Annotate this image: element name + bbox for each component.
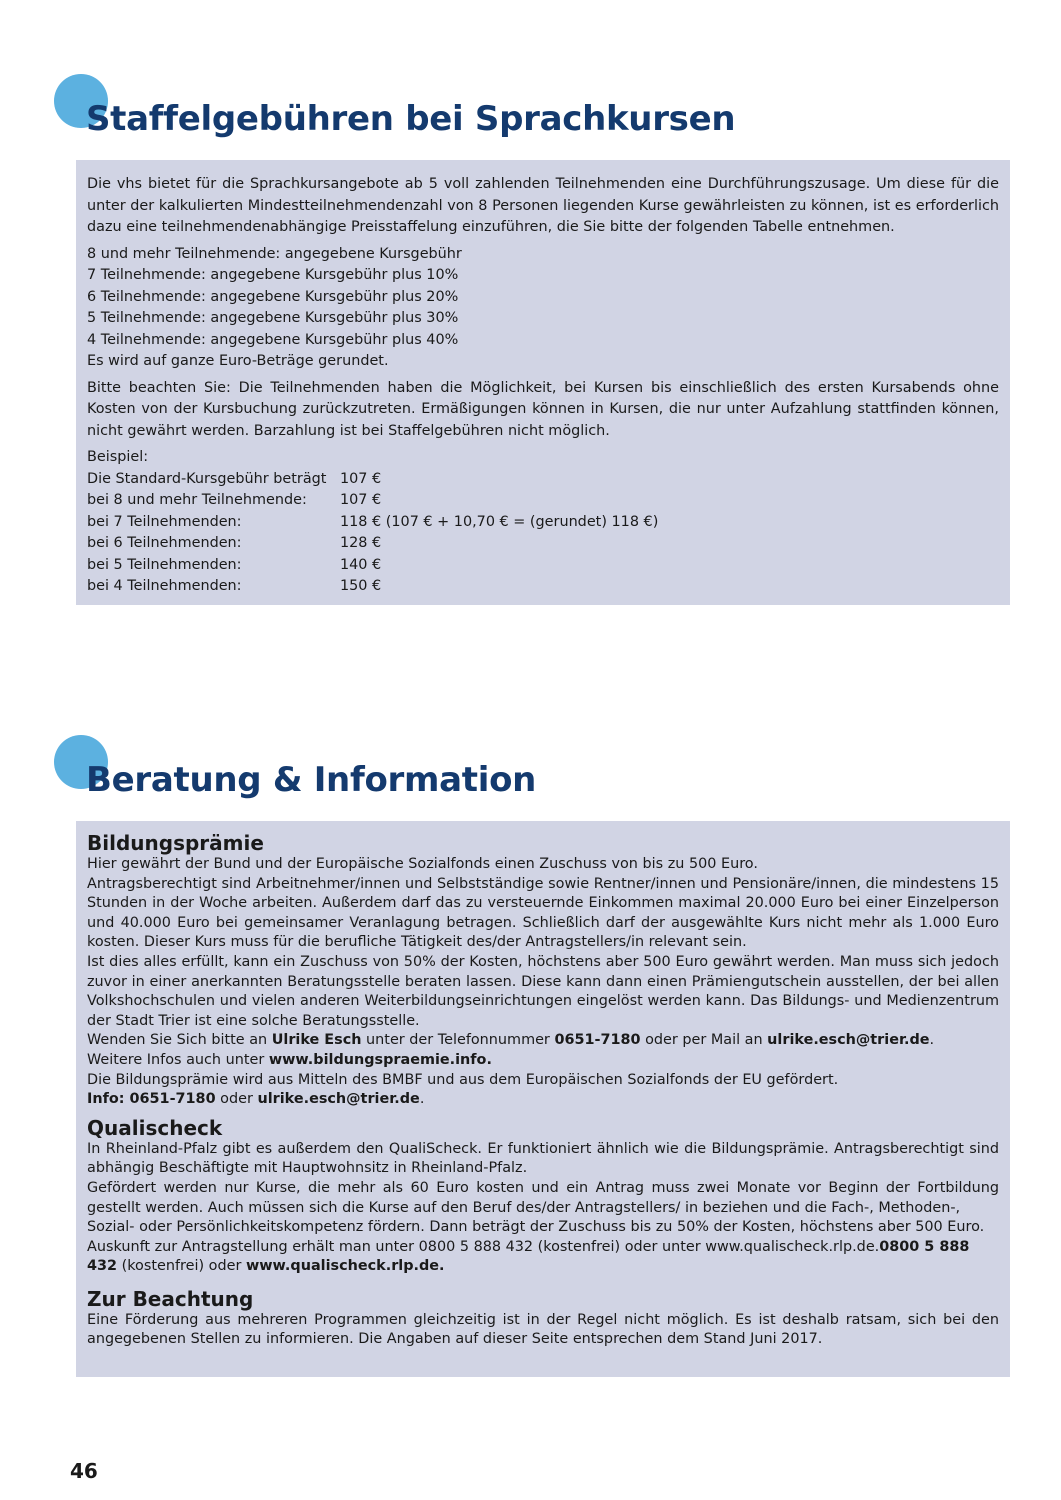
quali-paragraph: Sozial- oder Persönlichkeitskompetenz fördern. Dann beträgt der Zuschuss bis zu 50% der Kosten, höchstens aber 500 Euro. [87, 1219, 985, 1236]
bildung-funding: Die Bildungsprämie wird aus Mitteln des BMBF und aus dem Europäischen Sozialfonds der EU gefördert. [87, 1071, 839, 1088]
example-heading: Beispiel: [87, 449, 149, 465]
example-value: 140 € [340, 556, 382, 573]
example-table [87, 447, 999, 598]
tier-list [87, 244, 999, 373]
tier-line: 7 Teilnehmende: angegebene Kursgebühr plus 10% [87, 267, 459, 283]
contact-phone: 0651-7180 [554, 1032, 641, 1049]
subheading-zur-beachtung: Zur Beachtung [87, 1286, 254, 1311]
quali-contact: Auskunft zur Antragstellung erhält man unter 0800 5 888 432 (kostenfrei) oder unter www.qualischeck.rlp.de.0800 5 888 432 (kostenfrei) oder www.qualischeck.rlp.de. [87, 1238, 970, 1275]
example-row [87, 576, 999, 598]
example-value: 107 € [340, 470, 382, 487]
subheading-bildungspraemie: Bildungsprämie [87, 831, 264, 855]
example-row [87, 490, 999, 512]
quali-paragraph: Gefördert werden nur Kurse, die mehr als 60 Euro kosten und ein Antrag muss zwei Monate vor Beginn der Fortbildung gestellt werden. Auch müssen sich die Kurse auf den Beruf des/der Antragstellers/ in beziehen und die Fach-, Methoden-, [87, 1179, 999, 1216]
bildung-web: Weitere Infos auch unter www.bildungspraemie.info. [87, 1051, 492, 1068]
info-email: ulrike.esch@trier.de [257, 1091, 420, 1108]
page-number: 46 [70, 1459, 98, 1483]
example-value: 107 € [340, 492, 382, 508]
example-value: 118 € (107 € + 10,70 € = (gerundet) 118 €) [340, 513, 659, 530]
bildung-info-line: Info: 0651-7180 oder ulrike.esch@trier.de. [87, 1091, 425, 1108]
example-label: Die Standard-Kursgebühr beträgt [87, 470, 327, 487]
example-label: bei 7 Teilnehmenden: [87, 513, 242, 530]
tier-line: 4 Teilnehmende: angegebene Kursgebühr plus 40% [87, 331, 459, 348]
example-label: bei 6 Teilnehmenden: [87, 535, 242, 551]
example-label: bei 8 und mehr Teilnehmende: [87, 492, 307, 508]
beratung-info-box [76, 821, 1010, 1377]
example-row [87, 533, 999, 555]
example-row [87, 555, 999, 577]
bildung-contact: Wenden Sie Sich bitte an Ulrike Esch unter der Telefonnummer 0651-7180 oder per Mail an ulrike.esch@trier.de. [87, 1032, 935, 1049]
beachtung-paragraph: Eine Förderung aus mehreren Programmen gleichzeitig ist in der Regel nicht möglich. Es ist deshalb ratsam, sich bei den angegebenen Stellen zu informieren. Die Angaben auf dieser Seite entsprechen dem Stand Juni 2017. [87, 1311, 999, 1348]
example-row [87, 512, 999, 534]
quali-website: www.qualischeck.rlp.de. [245, 1258, 445, 1275]
example-value: 150 € [340, 578, 382, 594]
example-label: bei 4 Teilnehmenden: [87, 578, 242, 594]
quali-phone: 0800 5 888 432 [87, 1238, 970, 1275]
section-title-staffelgebuehren: Staffelgebühren bei Sprachkursen [86, 99, 736, 139]
contact-email: ulrike.esch@trier.de [767, 1032, 930, 1049]
example-label: bei 5 Teilnehmenden: [87, 556, 242, 573]
example-value: 128 € [340, 535, 382, 551]
staffel-intro: Die vhs bietet für die Sprachkursangebote ab 5 voll zahlenden Teilnehmenden eine Durchführungszusage. Um diese für die unter der kalkulierten Mindestteilnehmendenzahl von 8 Personen liegenden Kurse gewährleisten zu können, ist es erforderlich dazu eine teilnehmendenabhängige Preisstaffelung einzuführen, die Sie bitte der folgenden Tabelle entnehmen. [87, 176, 999, 235]
tier-line: 8 und mehr Teilnehmende: angegebene Kursgebühr [87, 245, 462, 262]
tier-line: 5 Teilnehmende: angegebene Kursgebühr plus 30% [87, 310, 459, 326]
bildung-paragraph: Antragsberechtigt sind Arbeitnehmer/innen und Selbstständige sowie Rentner/innen und Pensionäre/innen, die mindestens 15 Stunden in der Woche arbeiten. Außerdem darf das zu versteuernde Einkommen maximal 20.000 Euro bei einer Einzelperson und 40.000 Euro bei gemeinsamer Veranlagung betragen. Schließlich darf der ausgewählte Kurs nicht mehr als 1.000 Euro kosten. Dieser Kurs muss für die berufliche Tätigkeit des/der Antragstellers/in relevant sein. [87, 875, 999, 951]
tier-line: 6 Teilnehmende: angegebene Kursgebühr plus 20% [87, 288, 459, 305]
bildung-website: www.bildungspraemie.info. [268, 1051, 492, 1068]
bildung-paragraph: Hier gewährt der Bund und der Europäische Sozialfonds einen Zuschuss von bis zu 500 Euro. [87, 856, 758, 872]
cancellation-note: Bitte beachten Sie: Die Teilnehmenden haben die Möglichkeit, bei Kursen bis einschließlich des ersten Kursabends ohne Kosten von der Kursbuchung zurückzutreten. Ermäßigungen können in Kursen, die nur unter Aufzahlung stattfinden können, nicht gewährt werden. Barzahlung ist bei Staffelgebühren nicht möglich. [87, 379, 999, 439]
quali-paragraph: In Rheinland-Pfalz gibt es außerdem den QualiScheck. Er funktioniert ähnlich wie die Bildungsprämie. Antragsberechtigt sind abhängig Beschäftigte mit Hauptwohnsitz in Rheinland-Pfalz. [87, 1140, 999, 1177]
bildung-paragraph: Ist dies alles erfüllt, kann ein Zuschuss von 50% der Kosten, höchstens aber 500 Euro gewährt werden. Man muss sich jedoch zuvor in einer anerkannten Beratungsstelle beraten lassen. Diese kann dann einen Prämiengutschein ausstellen, der bei allen Volkshochschulen und vielen anderen Weiterbildungseinrichtungen eingelöst werden kann. Das Bildungs- und Medienzentrum der Stadt Trier ist eine solche Beratungsstelle. [87, 953, 999, 1029]
section-title-beratung: Beratung & Information [86, 760, 537, 800]
rounding-note: Es wird auf ganze Euro-Beträge gerundet. [87, 353, 389, 369]
info-phone: Info: 0651-7180 [87, 1091, 216, 1108]
staffel-info-box [76, 160, 1010, 605]
example-row [87, 469, 999, 491]
subheading-qualischeck: Qualischeck [87, 1115, 223, 1140]
contact-name: Ulrike Esch [271, 1032, 362, 1049]
